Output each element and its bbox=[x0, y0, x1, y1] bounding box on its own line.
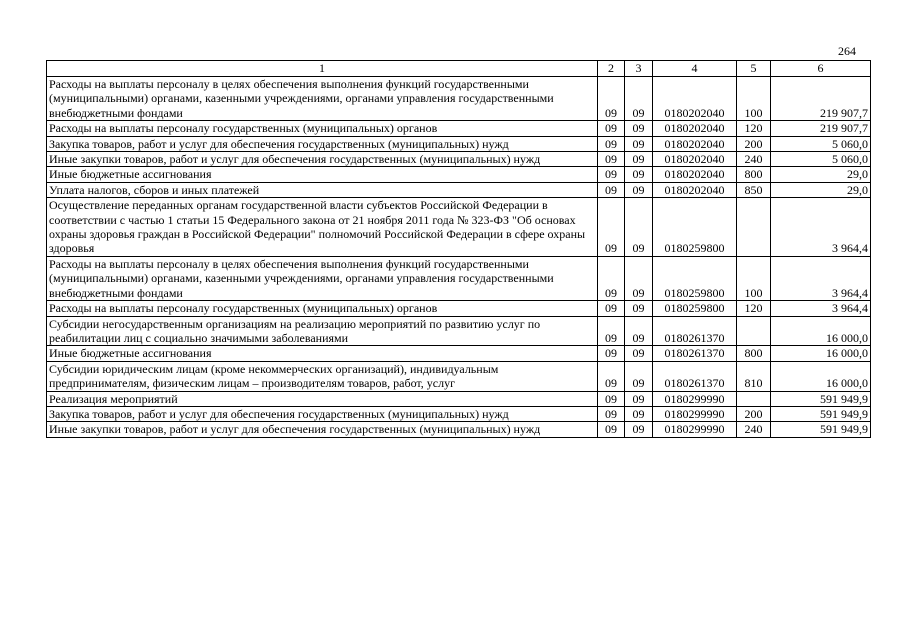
row-name-cell: Реализация мероприятий bbox=[47, 391, 598, 406]
row-code-cell: 0180202040 bbox=[653, 77, 737, 121]
row-code-cell: 09 bbox=[625, 422, 653, 437]
table-row bbox=[47, 256, 871, 300]
row-code-cell: 100 bbox=[737, 77, 771, 121]
table-row bbox=[47, 361, 871, 391]
row-code-cell: 09 bbox=[625, 406, 653, 421]
column-header: 6 bbox=[771, 61, 871, 77]
row-code-cell: 0180202040 bbox=[653, 121, 737, 136]
row-code-cell: 0180261370 bbox=[653, 346, 737, 361]
row-code-cell: 09 bbox=[598, 316, 625, 346]
row-code-cell: 09 bbox=[625, 256, 653, 300]
row-code-cell: 09 bbox=[598, 406, 625, 421]
row-code-cell: 09 bbox=[598, 391, 625, 406]
row-code-cell: 09 bbox=[625, 77, 653, 121]
row-code-cell: 09 bbox=[625, 198, 653, 257]
row-name-cell: Расходы на выплаты персоналу государственных (муниципальных) органов bbox=[47, 301, 598, 316]
row-amount-cell: 591 949,9 bbox=[771, 422, 871, 437]
row-code-cell: 09 bbox=[625, 152, 653, 167]
row-code-cell: 850 bbox=[737, 182, 771, 197]
row-name-cell: Иные закупки товаров, работ и услуг для обеспечения государственных (муниципальных) нужд bbox=[47, 422, 598, 437]
row-code-cell: 09 bbox=[598, 182, 625, 197]
column-header: 2 bbox=[598, 61, 625, 77]
table-row bbox=[47, 121, 871, 136]
row-code-cell: 09 bbox=[625, 316, 653, 346]
table-row bbox=[47, 422, 871, 437]
column-header: 1 bbox=[47, 61, 598, 77]
table-row bbox=[47, 152, 871, 167]
row-code-cell: 09 bbox=[625, 121, 653, 136]
row-code-cell: 120 bbox=[737, 121, 771, 136]
table-row bbox=[47, 406, 871, 421]
row-code-cell bbox=[737, 391, 771, 406]
budget-table bbox=[46, 60, 871, 438]
row-amount-cell: 16 000,0 bbox=[771, 346, 871, 361]
page-number: 264 bbox=[838, 44, 856, 58]
row-name-cell: Расходы на выплаты персоналу государственных (муниципальных) органов bbox=[47, 121, 598, 136]
row-amount-cell: 5 060,0 bbox=[771, 136, 871, 151]
row-code-cell: 09 bbox=[598, 167, 625, 182]
row-code-cell: 0180202040 bbox=[653, 152, 737, 167]
row-code-cell: 09 bbox=[598, 152, 625, 167]
row-name-cell: Уплата налогов, сборов и иных платежей bbox=[47, 182, 598, 197]
column-header: 4 bbox=[653, 61, 737, 77]
row-name-cell: Иные бюджетные ассигнования bbox=[47, 346, 598, 361]
row-code-cell: 09 bbox=[625, 182, 653, 197]
row-code-cell: 0180202040 bbox=[653, 167, 737, 182]
row-code-cell: 0180299990 bbox=[653, 422, 737, 437]
row-amount-cell: 5 060,0 bbox=[771, 152, 871, 167]
row-code-cell: 0180259800 bbox=[653, 198, 737, 257]
row-name-cell: Иные бюджетные ассигнования bbox=[47, 167, 598, 182]
row-amount-cell: 591 949,9 bbox=[771, 391, 871, 406]
row-code-cell: 0180202040 bbox=[653, 136, 737, 151]
table-row bbox=[47, 346, 871, 361]
row-name-cell: Расходы на выплаты персоналу в целях обеспечения выполнения функций государственными (муниципальными) органами, казенными учреждениями, органами управления государственными внебюджетными фондами bbox=[47, 256, 598, 300]
row-code-cell bbox=[737, 316, 771, 346]
row-code-cell: 09 bbox=[625, 346, 653, 361]
row-code-cell: 0180261370 bbox=[653, 316, 737, 346]
row-code-cell: 09 bbox=[598, 136, 625, 151]
row-code-cell: 09 bbox=[598, 422, 625, 437]
table-row bbox=[47, 167, 871, 182]
row-code-cell: 800 bbox=[737, 346, 771, 361]
table-row bbox=[47, 77, 871, 121]
row-amount-cell: 3 964,4 bbox=[771, 198, 871, 257]
column-header: 3 bbox=[625, 61, 653, 77]
row-code-cell: 100 bbox=[737, 256, 771, 300]
table-row bbox=[47, 182, 871, 197]
row-code-cell: 09 bbox=[625, 361, 653, 391]
row-amount-cell: 29,0 bbox=[771, 167, 871, 182]
table-row bbox=[47, 316, 871, 346]
row-code-cell: 09 bbox=[625, 301, 653, 316]
row-code-cell: 09 bbox=[625, 167, 653, 182]
row-code-cell: 0180299990 bbox=[653, 406, 737, 421]
row-code-cell: 200 bbox=[737, 406, 771, 421]
header-row bbox=[47, 61, 871, 77]
row-code-cell: 0180261370 bbox=[653, 361, 737, 391]
row-amount-cell: 3 964,4 bbox=[771, 256, 871, 300]
row-code-cell: 0180259800 bbox=[653, 256, 737, 300]
table-row bbox=[47, 301, 871, 316]
table-row bbox=[47, 136, 871, 151]
row-code-cell: 0180202040 bbox=[653, 182, 737, 197]
row-code-cell bbox=[737, 198, 771, 257]
row-code-cell: 09 bbox=[598, 361, 625, 391]
row-name-cell: Субсидии юридическим лицам (кроме некоммерческих организаций), индивидуальным предпринимателям, физическим лицам – производителям товаров, работ, услуг bbox=[47, 361, 598, 391]
row-code-cell: 0180299990 bbox=[653, 391, 737, 406]
row-code-cell: 200 bbox=[737, 136, 771, 151]
row-name-cell: Закупка товаров, работ и услуг для обеспечения государственных (муниципальных) нужд bbox=[47, 406, 598, 421]
row-code-cell: 09 bbox=[598, 256, 625, 300]
row-name-cell: Осуществление переданных органам государственной власти субъектов Российской Федерации в соответствии с частью 1 статьи 15 Федерального закона от 21 ноября 2011 года № 323-ФЗ "Об основах охраны здоровья граждан в Российской Федерации" полномочий Российской Федерации в сфере охраны здоровья bbox=[47, 198, 598, 257]
row-name-cell: Расходы на выплаты персоналу в целях обеспечения выполнения функций государственными (муниципальными) органами, казенными учреждениями, органами управления государственными внебюджетными фондами bbox=[47, 77, 598, 121]
row-code-cell: 09 bbox=[598, 346, 625, 361]
row-code-cell: 810 bbox=[737, 361, 771, 391]
row-name-cell: Иные закупки товаров, работ и услуг для обеспечения государственных (муниципальных) нужд bbox=[47, 152, 598, 167]
row-code-cell: 09 bbox=[625, 136, 653, 151]
row-amount-cell: 219 907,7 bbox=[771, 121, 871, 136]
row-amount-cell: 29,0 bbox=[771, 182, 871, 197]
row-code-cell: 120 bbox=[737, 301, 771, 316]
column-header: 5 bbox=[737, 61, 771, 77]
row-code-cell: 09 bbox=[598, 121, 625, 136]
row-code-cell: 09 bbox=[625, 391, 653, 406]
row-name-cell: Закупка товаров, работ и услуг для обеспечения государственных (муниципальных) нужд bbox=[47, 136, 598, 151]
row-amount-cell: 219 907,7 bbox=[771, 77, 871, 121]
row-name-cell: Субсидии негосударственным организациям на реализацию мероприятий по развитию услуг по реабилитации лиц с социально значимыми заболеваниями bbox=[47, 316, 598, 346]
row-amount-cell: 3 964,4 bbox=[771, 301, 871, 316]
row-code-cell: 240 bbox=[737, 152, 771, 167]
row-code-cell: 0180259800 bbox=[653, 301, 737, 316]
table-row bbox=[47, 391, 871, 406]
row-code-cell: 09 bbox=[598, 77, 625, 121]
row-code-cell: 09 bbox=[598, 198, 625, 257]
row-amount-cell: 16 000,0 bbox=[771, 316, 871, 346]
row-code-cell: 240 bbox=[737, 422, 771, 437]
row-amount-cell: 591 949,9 bbox=[771, 406, 871, 421]
row-code-cell: 800 bbox=[737, 167, 771, 182]
table-row bbox=[47, 198, 871, 257]
row-code-cell: 09 bbox=[598, 301, 625, 316]
row-amount-cell: 16 000,0 bbox=[771, 361, 871, 391]
